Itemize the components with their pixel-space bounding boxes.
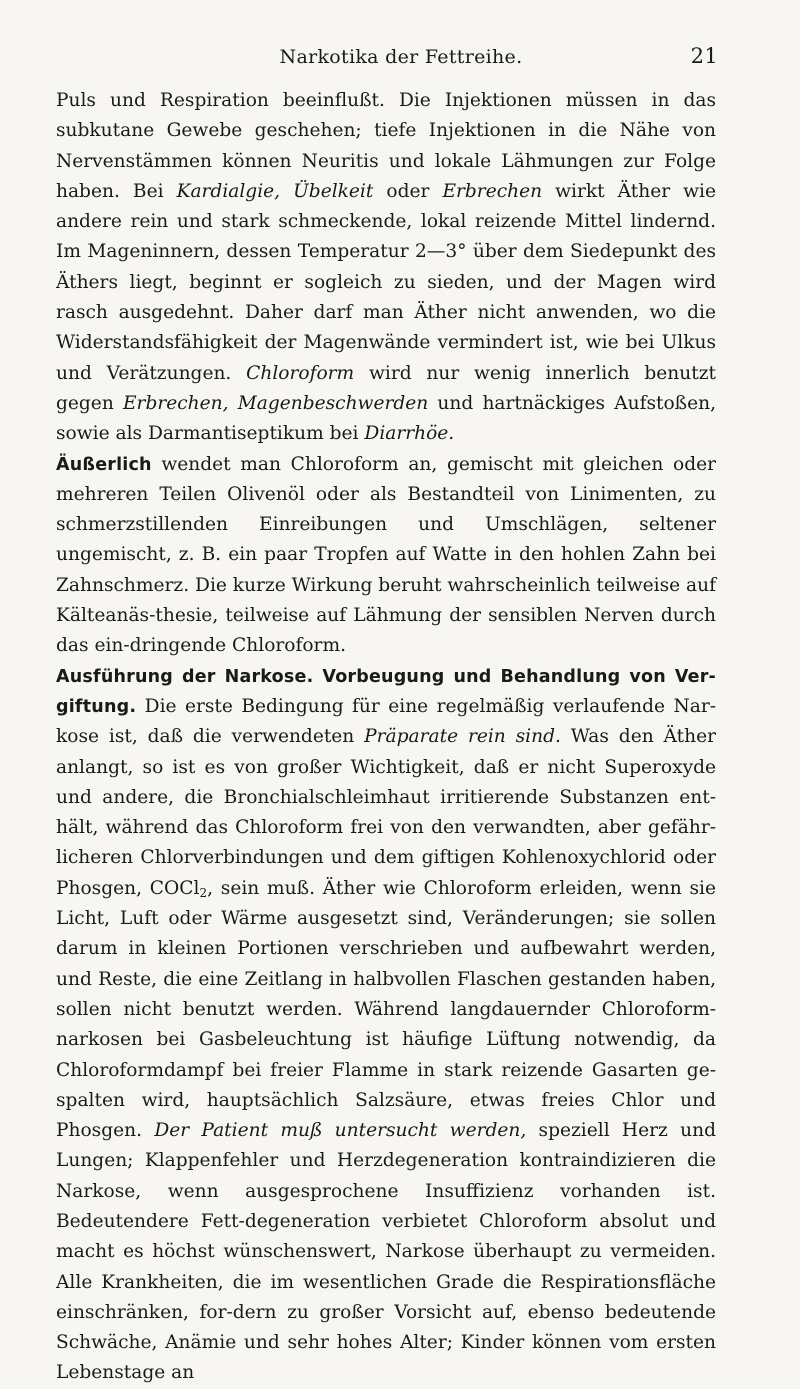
text-run: speziell Herz und Lungen; Klappenfehler und Herzdegeneration kontraindizieren die Narkose, wenn ausgesprochene Insuffizienz vorhanden ist. Bedeutendere Fett-degeneration verbietet Chloroform absolut und macht es höchst wünschenswert, Narkose überhaupt zu vermeiden. Alle Krankheiten, die im wesentlichen Grade die Respirationsfläche einschränken, for-dern zu großer Vorsicht auf, ebenso bedeutende Schwäche, Anämie und sehr hohes Alter; Kinder können vom ersten Lebenstage an [56, 1120, 716, 1384]
italic-run: Erbrechen [442, 180, 543, 202]
italic-run: Kardialgie, Übelkeit [176, 180, 374, 202]
italic-run: Der Patient muß untersucht werden, [154, 1120, 527, 1142]
page-number: 21 [690, 44, 718, 68]
text-run: Die erste Bedingung für eine regelmäßig verlaufende Nar-kose ist, daß die verwendeten [56, 695, 716, 748]
italic-run: Präparate rein sind. [364, 726, 561, 748]
body-text [56, 86, 716, 1389]
running-title: Narkotika der Fettreihe. [279, 46, 523, 68]
text-run: oder [373, 180, 443, 202]
subscript: 2 [199, 885, 208, 900]
text-run: und hartnäckiges Aufstoßen, sowie als Darmantiseptikum bei [56, 392, 716, 445]
paragraph-lead: Äußerlich [56, 454, 152, 475]
paragraph-2 [56, 450, 716, 662]
italic-run: Erbrechen, Magenbeschwerden [122, 392, 429, 414]
italic-run: Chloroform [246, 362, 355, 384]
running-head [56, 46, 716, 76]
text-run: wird nur wenig innerlich benutzt gegen [56, 362, 716, 414]
paragraph-3 [56, 662, 716, 1389]
text-run: wirkt Äther wie andere rein und stark schmeckende, lokal reizende Mittel lindernd. Im Mageninnern, dessen Temperatur 2—3° über dem Siedepunkt des Äthers liegt, beginnt er sogleich zu sieden, und der Magen wird rasch ausgedehnt. Daher darf man Äther nicht anwenden, wo die Widerstandsfähigkeit der Magenwände vermindert ist, wie bei Ulkus und Verätzungen. [56, 180, 716, 384]
book-page [56, 46, 716, 1389]
section-heading: Ausführung der Narkose. Vorbeugung und Behandlung von Ver-giftung. [56, 666, 716, 717]
text-run: Was den Äther anlangt, so ist es von großer Wichtigkeit, daß er nicht Superoxyde und andere, die Bronchialschleimhaut irritierende Substanzen ent-hält, während das Chloroform frei von den verwandten, aber gefähr-licheren Chlorverbindungen und dem giftigen Kohlenoxychlorid oder Phosgen, COCl [56, 726, 716, 899]
italic-run: Diarrhöe. [364, 423, 455, 445]
text-run: wendet man Chloroform an, gemischt mit gleichen oder mehreren Teilen Olivenöl oder als Bestandteil von Linimenten, zu schmerzstillenden Einreibungen und Umschlägen, seltener ungemischt, z. B. ein paar Tropfen auf Watte in den hohlen Zahn bei Zahnschmerz. Die kurze Wirkung beruht wahrscheinlich teilweise auf Kälteanäs-thesie, teilweise auf Lähmung der sensiblen Nerven durch das ein-dringende Chloroform. [56, 453, 716, 657]
text-run: , sein muß. Äther wie Chloroform erleiden, wenn sie Licht, Luft oder Wärme ausgesetzt sind, Veränderungen; sie sollen darum in kleinen Portionen verschrieben und aufbewahrt werden, und Reste, die eine Zeitlang in halbvollen Flaschen gestanden haben, sollen nicht benutzt werden. Während langdauernder Chloroform-narkosen bei Gasbeleuchtung ist häufige Lüftung notwendig, da Chloroformdampf bei freier Flamme in stark reizende Gasarten ge-spalten wird, hauptsächlich Salzsäure, etwas freies Chlor und Phosgen. [56, 877, 716, 1142]
paragraph-1 [56, 86, 716, 450]
text-run: Puls und Respiration beeinflußt. Die Injektionen müssen in das subkutane Gewebe geschehen; tiefe Injektionen in die Nähe von Nervenstämmen können Neuritis und lokale Lähmungen zur Folge haben. Bei [56, 90, 716, 202]
